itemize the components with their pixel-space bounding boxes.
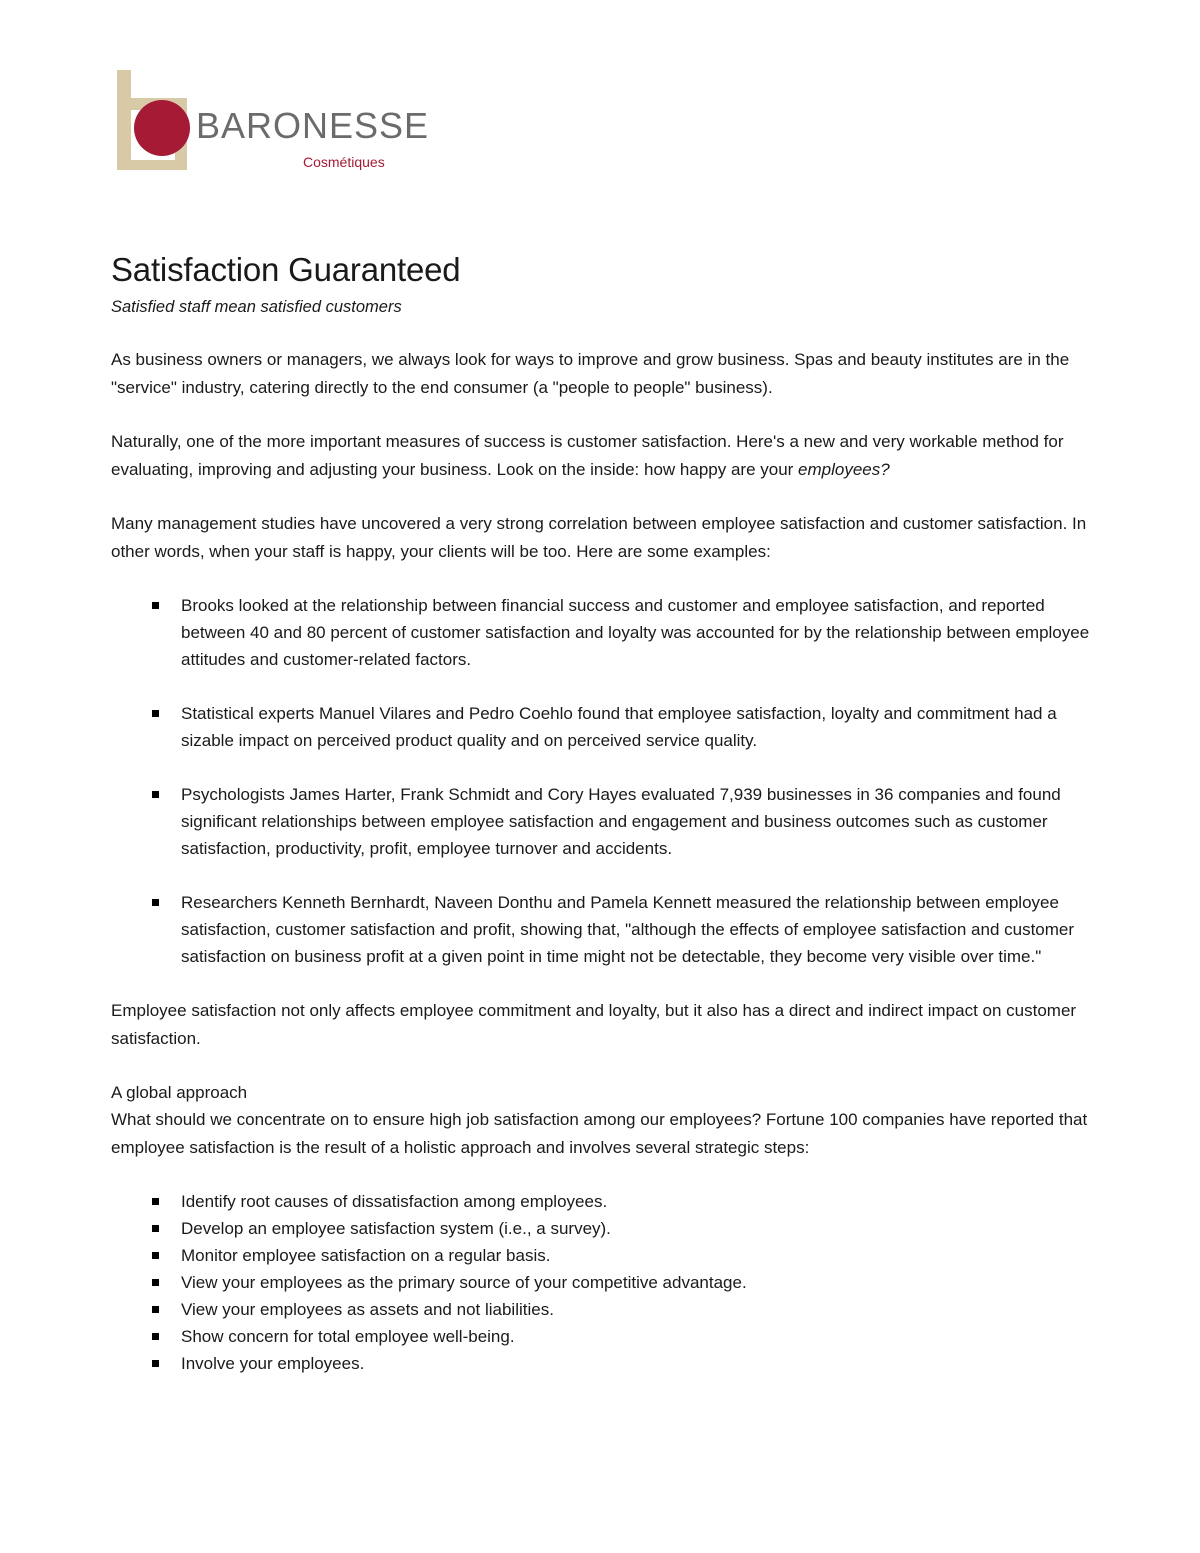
list-item [111, 1296, 1101, 1323]
list-item [111, 1242, 1101, 1269]
square-bullet-icon [152, 1252, 159, 1259]
square-bullet-icon [152, 1306, 159, 1313]
impact-paragraph: Employee satisfaction not only affects employee commitment and loyalty, but it also has a direct and indirect impact on customer satisfaction. [111, 1001, 1077, 1048]
list-item [111, 1215, 1101, 1242]
list-item-text: Psychologists James Harter, Frank Schmidt and Cory Hayes evaluated 7,939 businesses in 36 companies and found significant relationships between employee satisfaction and engagement and business outcomes such as customer satisfaction, productivity, profit, employee turnover and accidents. [181, 785, 1061, 858]
page-title: Satisfaction Guaranteed [111, 251, 461, 288]
square-bullet-icon [152, 1360, 159, 1367]
approach-paragraph: What should we concentrate on to ensure high job satisfaction among our employees? Fortune 100 companies have reported that employee satisfaction is the result of a holistic approach and involves several strategic steps: [111, 1110, 1088, 1157]
intro-paragraph: As business owners or managers, we always look for ways to improve and grow business. Spas and beauty institutes are in the "service" industry, catering directly to the end consumer (a "people to people" business). [111, 350, 1070, 397]
square-bullet-icon [152, 899, 159, 906]
square-bullet-icon [152, 1333, 159, 1340]
list-item-text: Monitor employee satisfaction on a regular basis. [181, 1246, 551, 1265]
square-bullet-icon [152, 602, 159, 609]
list-item [111, 700, 1101, 754]
list-item [111, 1269, 1101, 1296]
list-item-text: Brooks looked at the relationship between financial success and customer and employee satisfaction, and reported between 40 and 80 percent of customer satisfaction and loyalty was accounted for by the relationship between employee attitudes and customer-related factors. [181, 596, 1090, 669]
list-item [111, 1188, 1101, 1215]
list-item-text: Identify root causes of dissatisfaction among employees. [181, 1192, 608, 1211]
list-item-text: View your employees as the primary source of your competitive advantage. [181, 1273, 747, 1292]
square-bullet-icon [152, 710, 159, 717]
page-subtitle: Satisfied staff mean satisfied customers [111, 298, 402, 316]
measures-paragraph-emphasis: employees? [798, 459, 890, 479]
list-item [111, 1350, 1101, 1377]
square-bullet-icon [152, 1279, 159, 1286]
list-item-text: Develop an employee satisfaction system (i.e., a survey). [181, 1219, 611, 1238]
list-item [111, 592, 1101, 673]
list-item [111, 889, 1101, 970]
section-heading: A global approach [111, 1083, 248, 1102]
measures-paragraph [111, 428, 1101, 483]
brand-name: BARONESSE [196, 105, 430, 146]
square-bullet-icon [152, 1198, 159, 1205]
square-bullet-icon [152, 1225, 159, 1232]
steps-list [111, 1188, 1101, 1377]
document-body [111, 248, 1101, 1377]
list-item-text: Show concern for total employee well-being. [181, 1327, 515, 1346]
brand-subname: Cosmétiques [303, 154, 385, 170]
studies-paragraph: Many management studies have uncovered a very strong correlation between employee satisfaction and customer satisfaction. In other words, when your staff is happy, your clients will be too. Here are some examples: [111, 514, 1087, 561]
list-item-text: Statistical experts Manuel Vilares and Pedro Coehlo found that employee satisfaction, loyalty and commitment had a sizable impact on perceived product quality and on perceived service quality. [181, 704, 1057, 750]
list-item-text: Researchers Kenneth Bernhardt, Naveen Donthu and Pamela Kennett measured the relationship between employee satisfaction, customer satisfaction and profit, showing that, "although the effects of employee satisfaction and customer satisfaction on business profit at a given point in time might not be detectable, they become very visible over time." [181, 893, 1075, 966]
list-item [111, 1323, 1101, 1350]
examples-list [111, 592, 1101, 970]
list-item [111, 781, 1101, 862]
list-item-text: View your employees as assets and not liabilities. [181, 1300, 554, 1319]
square-bullet-icon [152, 791, 159, 798]
list-item-text: Involve your employees. [181, 1354, 365, 1373]
measures-paragraph-text: Naturally, one of the more important measures of success is customer satisfaction. Here's a new and very workable method for evaluating, improving and adjusting your business. Look on the inside: how happy are your [111, 432, 1064, 479]
